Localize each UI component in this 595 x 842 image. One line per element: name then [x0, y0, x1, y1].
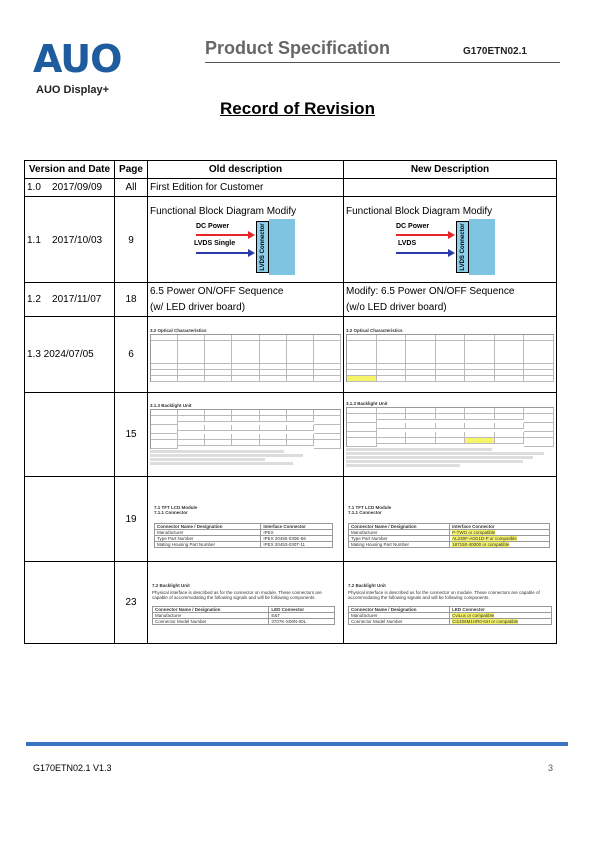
old-desc-cell — [148, 562, 344, 644]
page-cell: All — [115, 179, 148, 197]
old-desc-line: (w/ LED driver board) — [150, 301, 246, 313]
connector-table: Connector Name / Designation Interface Connector Manufacturer IPEX Type Part Number IPEX 20455-030E-66 Mating Housing Part Number IPEX 20453-030T-11 — [154, 523, 333, 548]
col-header-page: Page — [115, 161, 148, 179]
new-desc-text: Functional Block Diagram Modify — [346, 206, 493, 217]
lvds-arrow — [196, 252, 248, 254]
table-header-row — [25, 161, 557, 179]
panel-block — [469, 219, 495, 275]
led-connector-table: Connector Name / Designation LED Connector Manufacturer E&T Connector Model Number 3707K-S06N-00L — [152, 606, 335, 625]
table-row — [25, 562, 557, 644]
version-cell: 1.1 2017/10/03 — [25, 197, 115, 283]
old-desc-text: Functional Block Diagram Modify — [150, 206, 297, 217]
header-title: Product Specification — [205, 38, 391, 58]
version-cell — [25, 393, 115, 477]
table-row — [25, 393, 557, 477]
optical-spec-thumbnail-new: 3.2 Optical Characteristics — [346, 328, 554, 382]
lvds-arrow-head — [448, 249, 455, 257]
new-desc-cell — [344, 317, 557, 393]
lvds-arrow-head — [248, 249, 255, 257]
old-desc-cell — [148, 477, 344, 562]
new-desc-cell — [344, 477, 557, 562]
table-row — [25, 197, 557, 283]
dc-power-label: DC Power — [196, 223, 230, 230]
dc-power-label: DC Power — [396, 223, 430, 230]
version-cell — [25, 477, 115, 562]
dc-arrow-head — [448, 231, 455, 239]
lvds-arrow — [396, 252, 448, 254]
old-block-diagram — [150, 219, 341, 275]
new-desc-cell — [344, 197, 557, 283]
connector-table: Connector Name / Designation Interface Connector Manufacturer P-TWO or compatible Type Part Number AL230F-A0G1D-P or compatible Mating Housing Part Number 187150-40000 or compatible — [348, 523, 550, 548]
dc-power-arrow — [196, 234, 248, 236]
table-row — [25, 317, 557, 393]
table-row — [25, 477, 557, 562]
page-cell: 19 — [115, 477, 148, 562]
version-cell: 1.2 2017/11/07 — [25, 283, 115, 317]
backlight-connector-thumbnail-old: 7.2 Backlight Unit Physical interface is described as for the connector on module. These connectors are capable of accommodating the following signals and will be following components. Connector Name / Designation LED Connector Manufacturer E&T Connector Model Number 3707K-S06N-00L — [152, 583, 335, 625]
lvds-connector: LVDS Connector — [456, 221, 469, 273]
new-desc-cell — [344, 393, 557, 477]
table-row — [25, 283, 557, 317]
old-desc-cell — [148, 393, 344, 477]
new-desc-cell — [344, 179, 557, 197]
footer-doc-id: G170ETN02.1 V1.3 — [33, 763, 112, 773]
page-cell: 18 — [115, 283, 148, 317]
lvds-label: LVDS Single — [194, 240, 236, 247]
version-cell — [25, 562, 115, 644]
backlight-spec-thumbnail-old: 3.1.3 Backlight Unit — [150, 403, 341, 466]
connector-thumbnail-old: 7.1 TFT LCD Module 7.1.1 Connector Connector Name / Designation Interface Connector Manufacturer IPEX Type Part Number IPEX 20455-030E-66 Mating Housing Part Number IPEX 20453-030T-11 — [154, 505, 333, 548]
version-cell: 1.3 2024/07/05 — [25, 317, 115, 393]
table-row — [25, 179, 557, 197]
footer-page-number: 3 — [548, 763, 554, 773]
document-title: Record of Revision — [220, 99, 375, 118]
footer-rule — [26, 742, 568, 746]
new-desc-line: Modify: 6.5 Power ON/OFF Sequence — [346, 285, 515, 297]
page-cell: 9 — [115, 197, 148, 283]
col-header-old: Old description — [148, 161, 344, 179]
backlight-connector-thumbnail-new: 7.2 Backlight Unit Physical interface is described as for the connector on module. These connectors are capable of accommodating the following signals and will be following components. Connector Name / Designation LED Connector Manufacturer CviLux or compatible Connector Model Number CI1406M1HR0-NH or compatible — [348, 583, 552, 625]
auo-logo: AUO — [33, 37, 122, 81]
new-desc-line: (w/o LED driver board) — [346, 301, 447, 313]
optical-spec-thumbnail-old: 3.2 Optical Characteristics — [150, 328, 341, 382]
header-divider — [205, 62, 560, 63]
new-block-diagram — [346, 219, 554, 275]
new-desc-cell — [344, 562, 557, 644]
old-desc-cell: First Edition for Customer — [148, 179, 344, 197]
lvds-connector: LVDS Connector — [256, 221, 269, 273]
header-model: G170ETN02.1 — [463, 46, 527, 57]
revision-table — [24, 160, 557, 644]
old-desc-cell — [148, 197, 344, 283]
old-desc-cell — [148, 283, 344, 317]
page-cell: 6 — [115, 317, 148, 393]
col-header-version: Version and Date — [25, 161, 115, 179]
dc-arrow-head — [248, 231, 255, 239]
lvds-label: LVDS — [398, 240, 417, 247]
page-cell: 23 — [115, 562, 148, 644]
col-header-new: New Description — [344, 161, 557, 179]
version-cell: 1.0 2017/09/09 — [25, 179, 115, 197]
new-desc-cell — [344, 283, 557, 317]
backlight-spec-thumbnail-new: 3.1.3 Backlight Unit — [346, 401, 554, 468]
dc-power-arrow — [396, 234, 448, 236]
connector-thumbnail-new: 7.1 TFT LCD Module 7.1.1 Connector Connector Name / Designation Interface Connector Manufacturer P-TWO or compatible Type Part Number AL230F-A0G1D-P or compatible Mating Housing Part Number 187150-40000 or compatible — [348, 505, 550, 548]
panel-block — [269, 219, 295, 275]
page-cell: 15 — [115, 393, 148, 477]
old-desc-line: 6.5 Power ON/OFF Sequence — [150, 285, 284, 297]
led-connector-table: Connector Name / Designation LED Connector Manufacturer CviLux or compatible Connector Model Number CI1406M1HR0-NH or compatible — [348, 606, 552, 625]
logo-subtitle: AUO Display+ — [36, 84, 110, 96]
old-desc-cell — [148, 317, 344, 393]
